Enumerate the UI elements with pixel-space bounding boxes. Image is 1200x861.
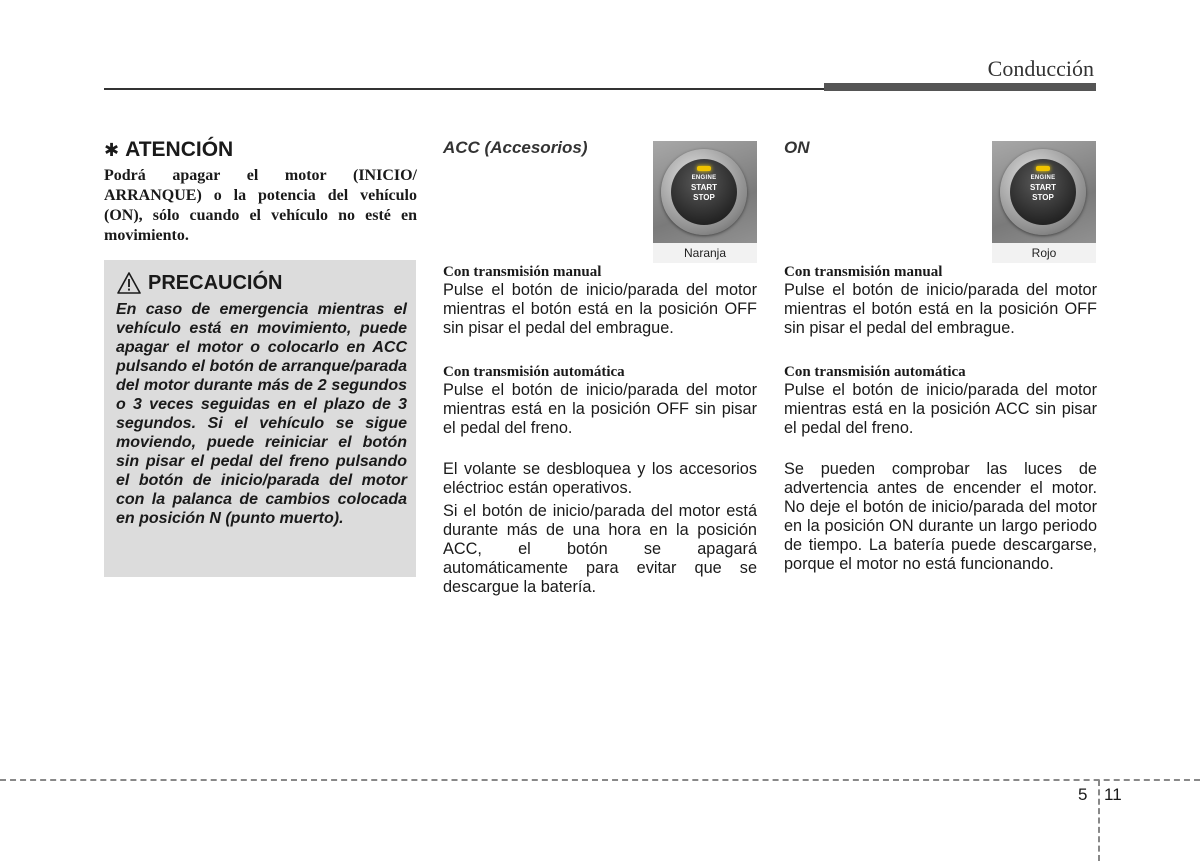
acc-manual-heading: Con transmisión manual (443, 264, 602, 280)
caution-title: PRECAUCIÓN (148, 271, 283, 294)
page-number: 11 (1104, 785, 1122, 804)
button-start-label: START (690, 183, 718, 192)
on-color-caption: Rojo (992, 243, 1096, 263)
start-stop-knob (661, 149, 747, 235)
acc-manual-text: Pulse el botón de inicio/parada del motor mientras el botón está en la posición OFF sin pisar el pedal del embrague. (443, 281, 757, 337)
attention-section (104, 138, 417, 246)
caution-box (104, 260, 416, 577)
attention-title: ATENCIÓN (125, 138, 234, 161)
button-start-label: START (1029, 183, 1057, 192)
indicator-led-icon (697, 166, 711, 171)
acc-auto-text: Pulse el botón de inicio/parada del motor mientras está en la posición OFF sin pisar el pedal del freno. (443, 381, 757, 437)
on-body (784, 263, 1097, 574)
button-stop-label: STOP (693, 193, 715, 202)
on-auto-heading: Con transmisión automática (784, 364, 966, 380)
acc-paragraph-2: Si el botón de inicio/parada del motor está durante más de una hora en la posición ACC, el botón se apagará automáticamente para evitar que se descargue la batería. (443, 502, 757, 596)
on-heading: ON (784, 138, 810, 157)
attention-text: Podrá apagar el motor (INICIO/ ARRANQUE) o la potencia del vehículo (ON), sólo cuando el vehículo no esté en movimiento. (104, 167, 417, 244)
acc-body (443, 263, 757, 597)
on-manual-heading: Con transmisión manual (784, 264, 943, 280)
chapter-title: Conducción (987, 56, 1094, 81)
on-auto-text: Pulse el botón de inicio/parada del motor mientras está en la posición ACC sin pisar el pedal del freno. (784, 381, 1097, 437)
indicator-led-icon (1036, 166, 1050, 171)
caution-heading (116, 266, 407, 300)
caution-text: En caso de emergencia mientras el vehículo está en movimiento, puede apagar el motor o colocarlo en ACC pulsando el botón de arranque/parada del motor durante más de 2 segundos o 3 veces seguidas en el plazo de 3 segundos. Si el vehículo se sigue moviendo, puede reiniciar el botón sin pisar el pedal del freno pulsando el botón de inicio/parada del motor con la palanca de cambios colocada en posición N (punto muerto). (116, 301, 407, 527)
header-rule (104, 88, 824, 90)
on-manual-text: Pulse el botón de inicio/parada del motor mientras el botón está en la posición OFF sin pisar el pedal del embrague. (784, 281, 1097, 337)
footer-divider (1098, 780, 1100, 861)
acc-auto-heading: Con transmisión automática (443, 364, 625, 380)
acc-paragraph-1: El volante se desbloquea y los accesorios eléctrioc están operativos. (443, 460, 757, 497)
button-engine-label: ENGINE (1030, 175, 1056, 181)
attention-heading (104, 138, 417, 162)
button-stop-label: STOP (1032, 193, 1054, 202)
header-rule-accent (824, 83, 1096, 91)
acc-button-image (653, 141, 757, 263)
chapter-number: 5 (1078, 785, 1088, 804)
start-stop-knob (1000, 149, 1086, 235)
acc-color-caption: Naranja (653, 243, 757, 263)
on-button-image (992, 141, 1096, 263)
button-engine-label: ENGINE (691, 175, 717, 181)
warning-triangle-icon (116, 271, 142, 295)
on-paragraph-1: Se pueden comprobar las luces de advertencia antes de encender el motor. No deje el botón de inicio/parada del motor en la posición ON durante un largo periodo de tiempo. La batería puede descargarse, porque el motor no está funcionando. (784, 460, 1097, 573)
asterisk-icon: ✱ (104, 140, 120, 160)
acc-heading: ACC (Accesorios) (443, 138, 588, 157)
footer-rule (0, 779, 1200, 781)
